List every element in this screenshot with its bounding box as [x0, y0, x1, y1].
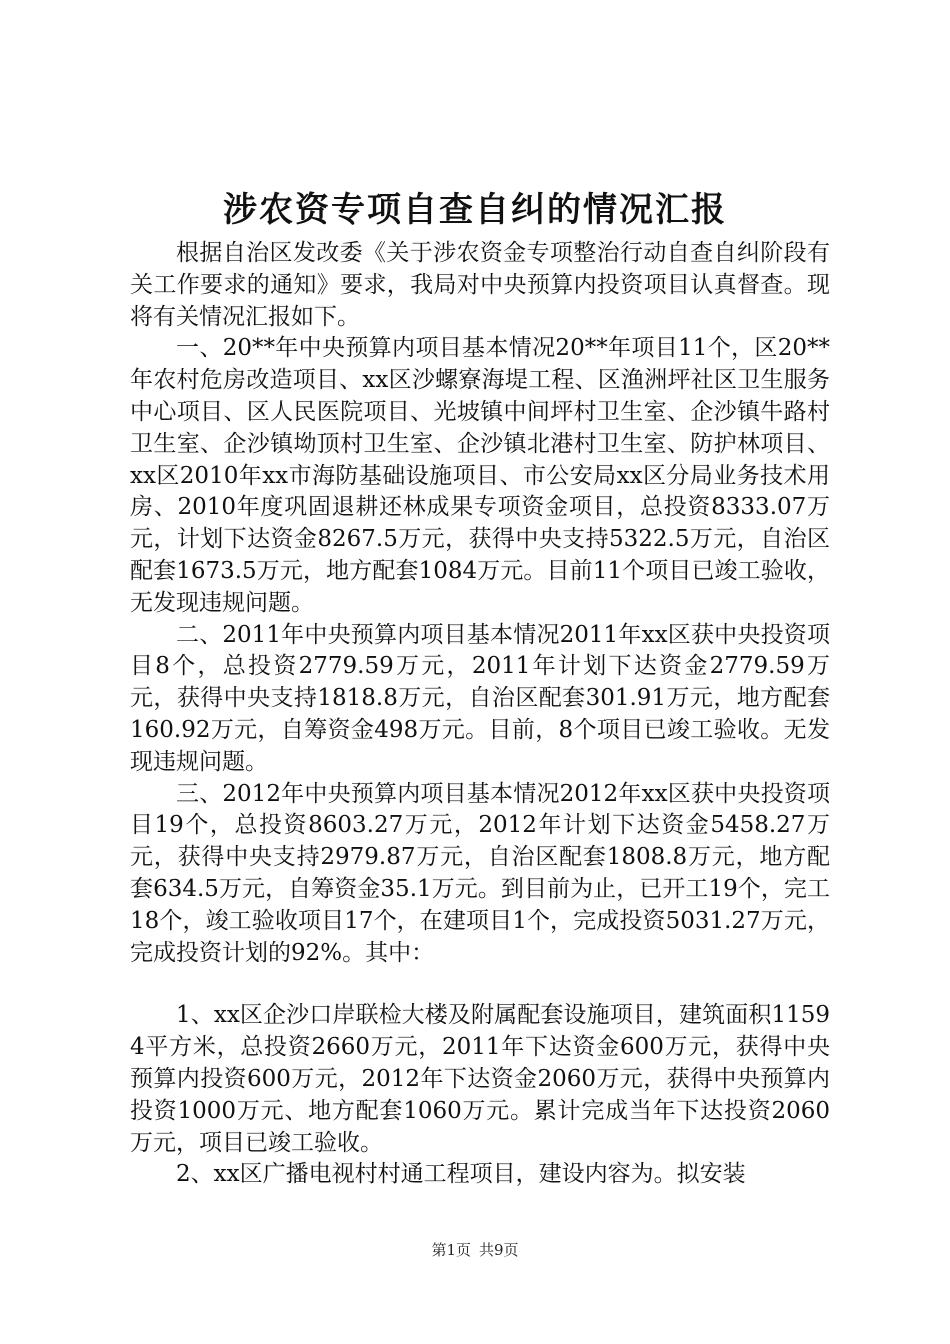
paragraph-item-two: 2、xx区广播电视村村通工程项目，建设内容为。拟安装 — [176, 1161, 746, 1188]
paragraph-section-one: 一、20**年中央预算内项目基本情况20**年项目11个，区20**年农村危房改造项目、xx区沙螺寮海堤工程、区渔洲坪社区卫生服务中心项目、区人民医院项目、光坡镇中间坪村卫生室、企沙镇牛路村卫生室、企沙镇坳顶村卫生室、企沙镇北港村卫生室、防护林项目、xx区2010年xx市海防基础设施项目、市公安局xx区分局业务技术用房、2010年度巩固退耕还林成果专项资金项目，总投资8333.07万元，计划下达资金8267.5万元，获得中央支持5322.5万元，自治区配套1673.5万元，地方配套1084万元。目前11个项目已竣工验收，无发现违规问题。 — [130, 335, 830, 616]
page-number: 第1页 — [431, 1241, 471, 1259]
paragraph-item-one: 1、xx区企沙口岸联检大楼及附属配套设施项目，建筑面积11594平方米，总投资2660万元，2011年下达资金600万元，获得中央预算内投资600万元，2012年下达资金2060万元，获得中央预算内投资1000万元、地方配套1060万元。累计完成当年下达投资2060万元，项目已竣工验收。 — [130, 1002, 830, 1156]
paragraph-intro: 根据自治区发改委《关于涉农资金专项整治行动自查自纠阶段有关工作要求的通知》要求，我局对中央预算内投资项目认真督查。现将有关情况汇报如下。 — [130, 240, 830, 330]
page-total: 共9页 — [479, 1241, 519, 1259]
paragraph-section-three: 三、2012年中央预算内项目基本情况2012年xx区获中央投资项目19个，总投资8603.27万元，2012年计划下达资金5458.27万元，获得中央支持2979.87万元，自治区配套1808.8万元，地方配套634.5万元，自筹资金35.1万元。到目前为止，已开工19个，完工18个，竣工验收项目17个，在建项目1个，完成投资5031.27万元，完成投资计划的92%。其中： — [130, 780, 830, 966]
page-footer — [0, 1240, 950, 1260]
document-body — [130, 238, 830, 1191]
paragraph-section-two: 二、2011年中央预算内项目基本情况2011年xx区获中央投资项目8个，总投资2779.59万元，2011年计划下达资金2779.59万元，获得中央支持1818.8万元，自治区配套301.91万元，地方配套160.92万元，自筹资金498万元。目前，8个项目已竣工验收。无发现违规问题。 — [130, 621, 830, 775]
document-title: 涉农资专项自查自纠的情况汇报 — [223, 190, 727, 230]
